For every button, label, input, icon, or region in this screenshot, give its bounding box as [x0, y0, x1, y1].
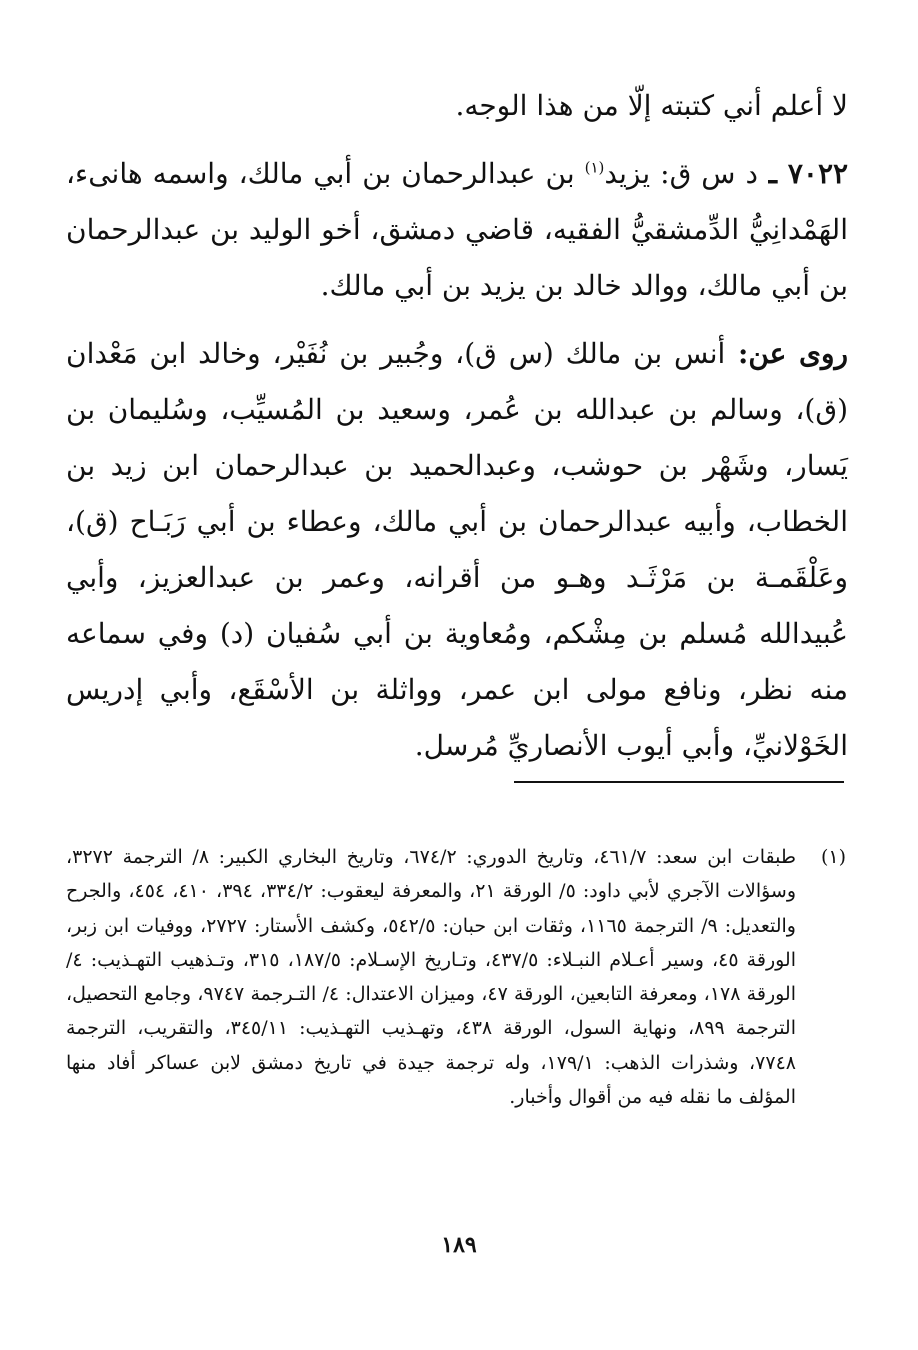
footnote-reference: (١)	[584, 158, 605, 177]
footnote-divider	[514, 781, 844, 783]
entry-name: يزيد	[604, 157, 651, 190]
entry-separator: ـ	[757, 157, 788, 190]
entry-number: ٧٠٢٢	[787, 157, 849, 190]
entry-text: بن عبدالرحمان بن أبي مالك، واسمه هانىء، الهَمْدانِيُّ الدِّمشقيُّ الفقيه، قاضي دمشق، أخو الوليد بن عبدالرحمان بن أبي مالك، ووالد خالد بن يزيد بن أبي مالك.	[66, 157, 848, 302]
paragraph-gap	[66, 314, 848, 326]
footnote-marker: (١)	[820, 846, 846, 868]
main-text	[66, 78, 848, 774]
footnote	[66, 840, 846, 1114]
footnote-text: طبقات ابن سعد: ٤٦١/٧، وتاريخ الدوري: ٦٧٤/٢، وتاريخ البخاري الكبير: ٨/ الترجمة ٣٢٧٢، وسؤالات الآجري لأبي داود: ٥/ الورقة ٢١، والمعرفة ليعقوب: ٣٣٤/٢، ٣٩٤، ٤١٠، ٤٥٤، والجرح والتعديل: ٩/ الترجمة ١١٦٥، وثقات ابن حبان: ٥٤٢/٥، وكشف الأستار: ٢٧٢٧، ووفيات ابن زبر، الورقة ٤٥، وسير أعـلام النبـلاء: ٤٣٧/٥، وتـاريخ الإسـلام: ١٨٧/٥، ٣١٥، وتـذهيب التهـذيب: ٤/ الورقة ١٧٨، ومعرفة التابعين، الورقة ٤٧، وميزان الاعتدال: ٤/ التـرجمة ٩٧٤٧، وجامع التحصيل، الترجمة ٨٩٩، ونهاية السول، الورقة ٤٣٨، وتهـذيب التهـذيب: ٣٤٥/١١، والتقريب، الترجمة ٧٧٤٨، وشذرات الذهب: ١٧٩/١، وله ترجمة جيدة في تاريخ دمشق لابن عساكر أفاد منها المؤلف ما نقله فيه من أقوال وأخبار.	[66, 846, 797, 1109]
narrated-paragraph	[66, 326, 848, 774]
entry-symbols: د س ق:	[650, 157, 758, 190]
page-number: ١٨٩	[441, 1232, 477, 1258]
entry-paragraph	[66, 146, 848, 314]
paragraph-gap	[66, 134, 848, 146]
intro-line: لا أعلم أني كتبته إلّا من هذا الوجه.	[455, 89, 848, 122]
narrated-label: روى عن:	[725, 337, 848, 370]
narrated-text: أنس بن مالك (س ق)، وجُبير بن نُفَيْر، وخالد ابن مَعْدان (ق)، وسالم بن عبدالله بن عُمر، وسعيد بن المُسيِّب، وسُليمان بن يَسار، وشَهْر بن حوشب، وعبدالحميد بن عبدالرحمان ابن زيد بن الخطاب، وأبيه عبدالرحمان بن أبي مالك، وعطاء بن أبي رَبَـاح (ق)، وعَلْقَمـة بن مَرْثَـد وهـو من أقرانه، وعمر بن عبدالعزيز، وأبي عُبيدالله مُسلم بن مِشْكم، ومُعاوية بن أبي سُفيان (د) وفي سماعه منه نظر، ونافع مولى ابن عمر، وواثلة بن الأسْقَع، وأبي إدريس الخَوْلانيِّ، وأبي أيوب الأنصاريِّ مُرسل.	[66, 337, 848, 762]
